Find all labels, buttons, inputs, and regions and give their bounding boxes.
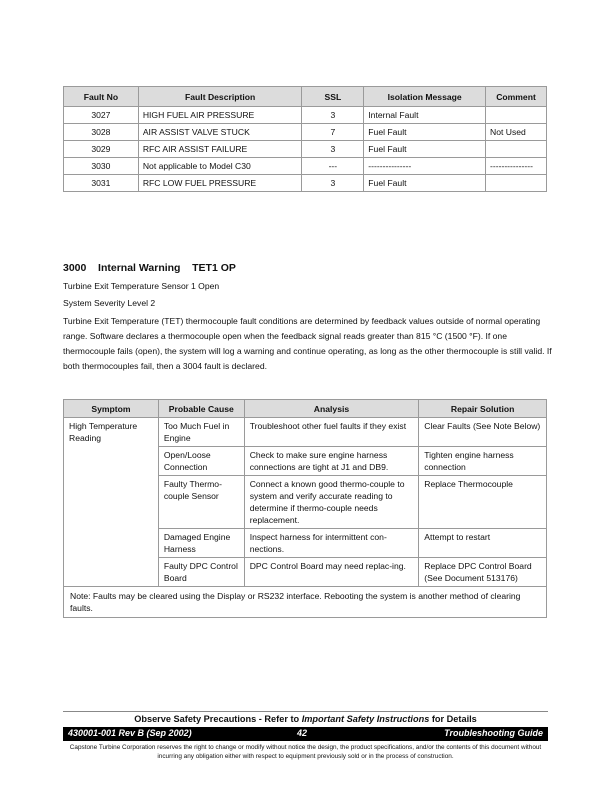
footer-divider	[63, 711, 548, 712]
table-row	[64, 418, 547, 447]
header-probable-cause: Probable Cause	[158, 400, 244, 418]
safety-notice	[63, 714, 548, 724]
severity-level: System Severity Level 2	[63, 298, 156, 308]
safety-instructions-reference: Important Safety Instructions	[301, 714, 430, 724]
analysis-cell: Inspect harness for intermittent con-nections.	[244, 529, 419, 558]
fault-description-cell: HIGH FUEL AIR PRESSURE	[138, 107, 302, 124]
header-comment: Comment	[486, 87, 547, 107]
header-isolation-message: Isolation Message	[364, 87, 486, 107]
fault-description-cell: RFC AIR ASSIST FAILURE	[138, 141, 302, 158]
table-row	[64, 158, 547, 175]
fault-description-cell: RFC LOW FUEL PRESSURE	[138, 175, 302, 192]
table-row	[64, 141, 547, 158]
ssl-cell: 3	[302, 107, 364, 124]
fault-no-cell: 3030	[64, 158, 139, 175]
fault-table-header	[64, 87, 547, 107]
page-number: 42	[297, 728, 308, 738]
isolation-message-cell: Fuel Fault	[364, 141, 486, 158]
fault-no-cell: 3031	[64, 175, 139, 192]
probable-cause-cell: Faulty DPC Control Board	[158, 558, 244, 587]
analysis-cell: Connect a known good thermo-couple to system and verify accurate reading to determine if thermo-couple needs replacement.	[244, 476, 419, 529]
document-id: 430001-001 Rev B (Sep 2002)	[68, 728, 192, 738]
header-analysis: Analysis	[244, 400, 419, 418]
note-row	[64, 587, 547, 618]
ssl-cell: ---	[302, 158, 364, 175]
comment-cell: Not Used	[486, 124, 547, 141]
repair-solution-cell: Replace DPC Control Board (See Document 513176)	[419, 558, 547, 587]
probable-cause-cell: Damaged Engine Harness	[158, 529, 244, 558]
analysis-cell: Check to make sure engine harness connections are tight at J1 and DB9.	[244, 447, 419, 476]
comment-cell	[486, 107, 547, 124]
repair-solution-cell: Tighten engine harness connection	[419, 447, 547, 476]
fault-description-cell: AIR ASSIST VALVE STUCK	[138, 124, 302, 141]
safety-notice-suffix: for Details	[429, 714, 477, 724]
safety-notice-prefix: Observe Safety Precautions - Refer to	[134, 714, 302, 724]
probable-cause-cell: Too Much Fuel in Engine	[158, 418, 244, 447]
isolation-message-cell: ---------------	[364, 158, 486, 175]
table-row	[64, 124, 547, 141]
repair-solution-cell: Clear Faults (See Note Below)	[419, 418, 547, 447]
fault-description-cell: Not applicable to Model C30	[138, 158, 302, 175]
isolation-message-cell: Fuel Fault	[364, 175, 486, 192]
repair-solution-cell: Replace Thermocouple	[419, 476, 547, 529]
isolation-message-cell: Internal Fault	[364, 107, 486, 124]
disclaimer: Capstone Turbine Corporation reserves the right to change or modify without notice the design, the product specifications, and/or the contents of this document without incurring any obligation either with respect to equipment previously sold or in the process of construction.	[69, 744, 542, 760]
ssl-cell: 3	[302, 141, 364, 158]
symptom-table-header	[64, 400, 547, 418]
comment-cell	[486, 175, 547, 192]
header-symptom: Symptom	[64, 400, 159, 418]
section-heading: 3000 Internal Warning TET1 OP	[63, 262, 236, 274]
probable-cause-cell: Faulty Thermo-couple Sensor	[158, 476, 244, 529]
table-row	[64, 175, 547, 192]
ssl-cell: 3	[302, 175, 364, 192]
symptom-table	[63, 399, 547, 618]
fault-no-cell: 3027	[64, 107, 139, 124]
analysis-cell: DPC Control Board may need replac-ing.	[244, 558, 419, 587]
fault-no-cell: 3029	[64, 141, 139, 158]
table-row	[64, 107, 547, 124]
header-ssl: SSL	[302, 87, 364, 107]
section-description: Turbine Exit Temperature (TET) thermocouple fault conditions are determined by feedback values outside of normal operating range. Software declares a thermocouple open when the feedback signal reads greater than 815 °C (1500 °F). If one thermocouple fails (open), the system will log a warning and continue operating, as long as the other thermocouple is still valid. If both thermocouples fail, then a 3004 fault is declared.	[63, 316, 552, 371]
header-fault-description: Fault Description	[138, 87, 302, 107]
isolation-message-cell: Fuel Fault	[364, 124, 486, 141]
ssl-cell: 7	[302, 124, 364, 141]
symptom-cell: High Temperature Reading	[64, 418, 159, 587]
header-fault-no: Fault No	[64, 87, 139, 107]
guide-title: Troubleshooting Guide	[444, 728, 543, 738]
footer-bar	[63, 727, 548, 741]
probable-cause-cell: Open/Loose Connection	[158, 447, 244, 476]
header-repair-solution: Repair Solution	[419, 400, 547, 418]
section-subtitle: Turbine Exit Temperature Sensor 1 Open	[63, 281, 220, 291]
fault-table	[63, 86, 547, 192]
clear-faults-note: Note: Faults may be cleared using the Display or RS232 interface. Rebooting the system is another method of clearing faults.	[64, 587, 547, 618]
comment-cell: ---------------	[486, 158, 547, 175]
analysis-cell: Troubleshoot other fuel faults if they exist	[244, 418, 419, 447]
repair-solution-cell: Attempt to restart	[419, 529, 547, 558]
fault-no-cell: 3028	[64, 124, 139, 141]
comment-cell	[486, 141, 547, 158]
